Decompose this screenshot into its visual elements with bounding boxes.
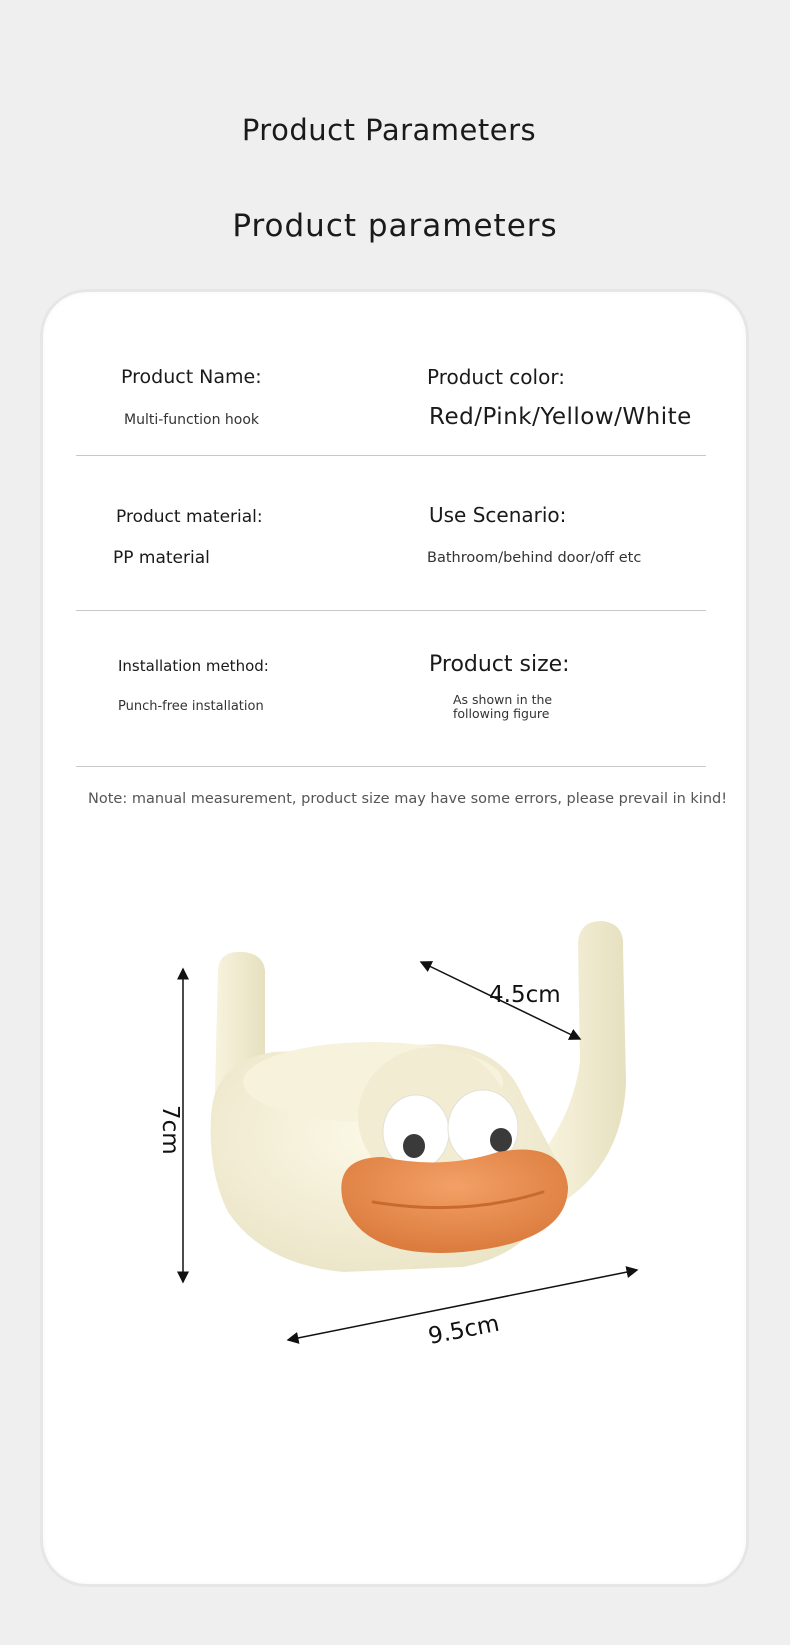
- product-material-value: PP material: [113, 548, 210, 568]
- installation-method-label: Installation method:: [118, 657, 269, 675]
- product-size-label: Product size:: [429, 652, 570, 677]
- page-title: Product Parameters: [241, 113, 537, 147]
- product-name-label: Product Name:: [121, 366, 262, 388]
- use-scenario-label: Use Scenario:: [429, 503, 567, 527]
- product-color-value: Red/Pink/Yellow/White: [429, 404, 692, 430]
- divider: [76, 610, 706, 611]
- left-eye-icon: [383, 1095, 449, 1169]
- parameters-card: [43, 292, 746, 1584]
- divider: [76, 455, 706, 456]
- divider: [76, 766, 706, 767]
- use-scenario-value: Bathroom/behind door/off etc: [427, 550, 642, 566]
- depth-label: 4.5cm: [489, 982, 561, 1008]
- product-size-value: As shown in the following figure: [453, 692, 553, 721]
- product-color-label: Product color:: [427, 365, 565, 389]
- product-material-label: Product material:: [116, 507, 263, 527]
- installation-method-value: Punch-free installation: [118, 699, 264, 714]
- height-label: 7cm: [157, 1105, 183, 1155]
- width-label: 9.5cm: [426, 1310, 502, 1350]
- product-name-value: Multi-function hook: [124, 412, 260, 428]
- measurement-note: Note: manual measurement, product size may have some errors, please prevail in kind!: [88, 791, 728, 807]
- product-dimension-figure: [43, 912, 746, 1432]
- section-subtitle: Product parameters: [232, 208, 558, 244]
